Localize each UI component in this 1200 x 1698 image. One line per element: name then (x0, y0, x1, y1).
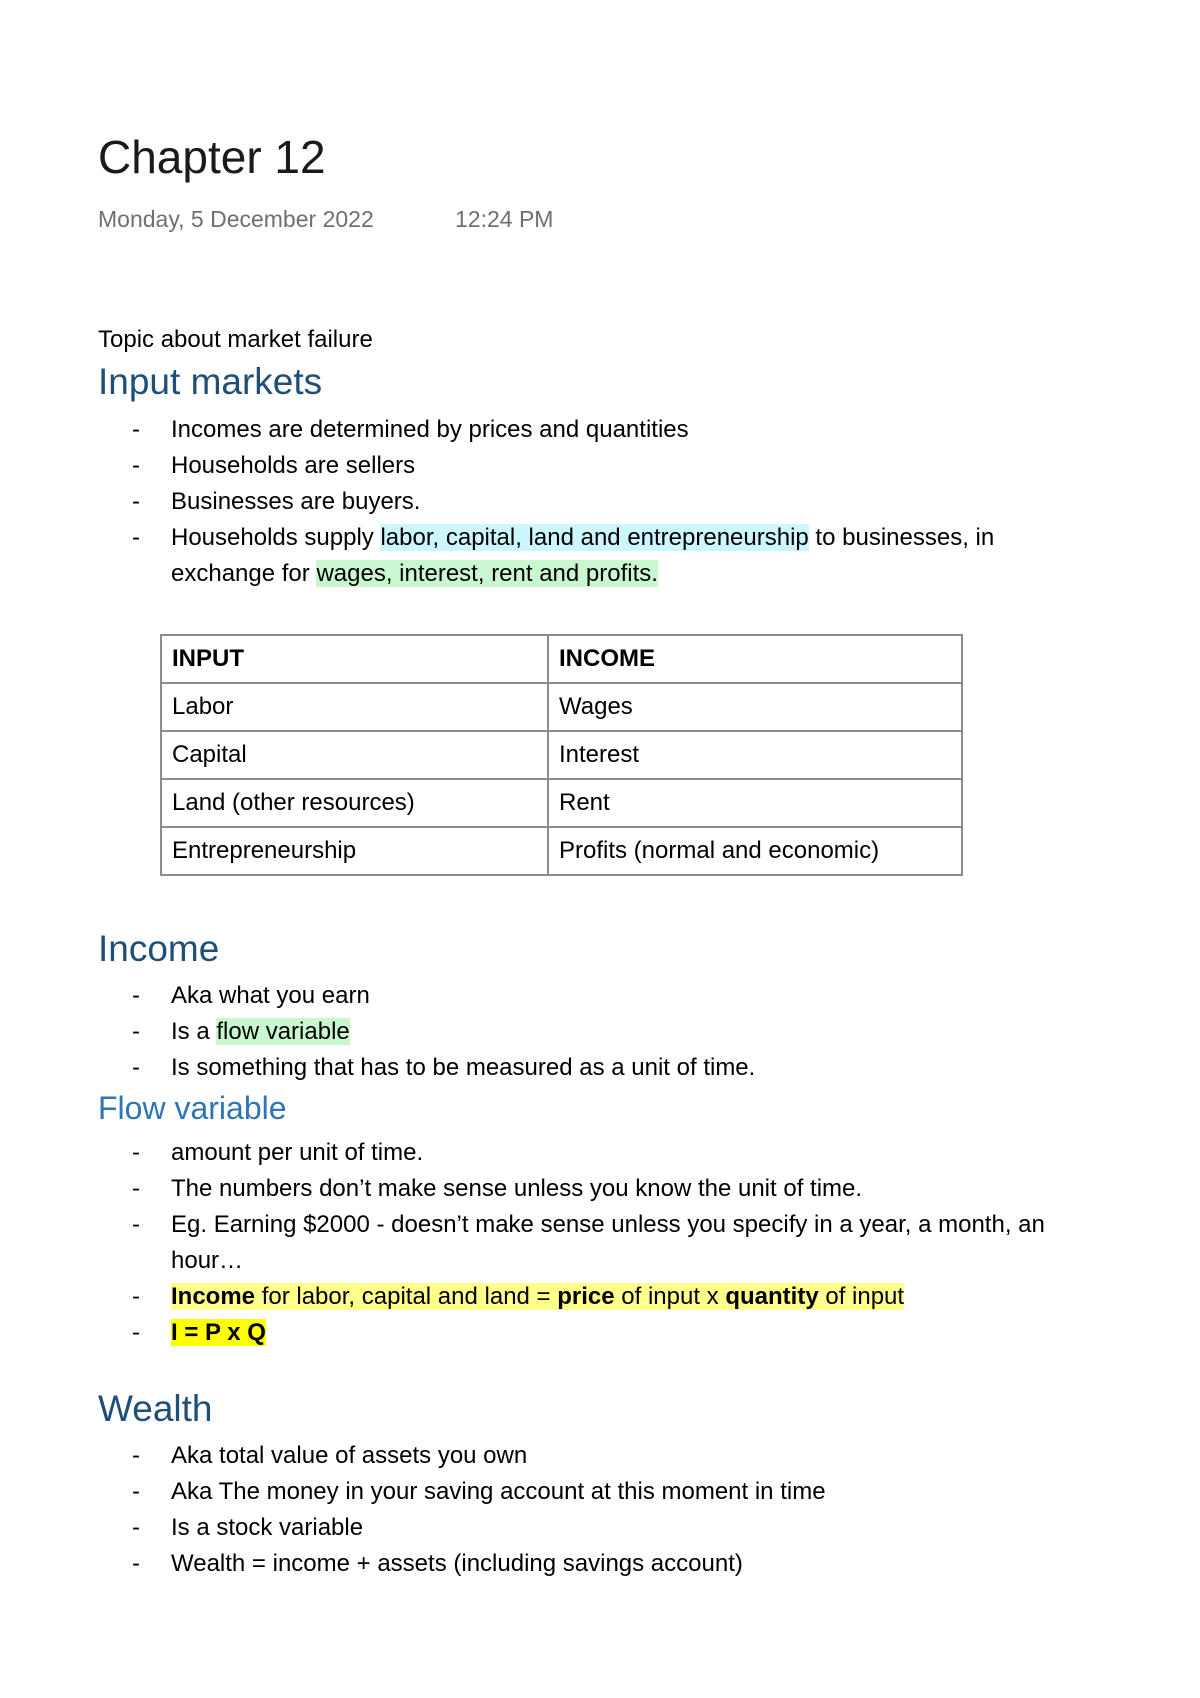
list-item: - Aka total value of assets you own (132, 1442, 528, 1469)
flow-variable-list (0, 1135, 1151, 1351)
table-row (161, 683, 962, 731)
page-time: 12:24 PM (455, 206, 554, 232)
list-item: - Is a stock variable (132, 1514, 364, 1541)
list-item: - The numbers don’t make sense unless you know the unit of time. (132, 1175, 863, 1202)
list-item: - Income for labor, capital and land = price of input x quantity of input (132, 1283, 905, 1310)
list-item: - amount per unit of time. (132, 1139, 424, 1166)
list-item: - Is something that has to be measured as a unit of time. (132, 1054, 756, 1081)
table-row (161, 779, 962, 827)
page-date: Monday, 5 December 2022 (98, 206, 374, 232)
table-cell: Capital (161, 731, 548, 779)
heading-wealth: Wealth (98, 1388, 213, 1429)
table-cell: Wages (548, 683, 962, 731)
heading-flow-variable: Flow variable (98, 1090, 287, 1126)
heading-income: Income (98, 928, 220, 969)
highlight-inputs: labor, capital, land and entrepreneurship (380, 524, 809, 551)
table-cell: Labor (161, 683, 548, 731)
list-item: - Incomes are determined by prices and quantities (132, 416, 689, 443)
table-cell: Land (other resources) (161, 779, 548, 827)
income-list (0, 978, 1151, 1086)
page-title: Chapter 12 (98, 131, 326, 183)
highlight-incomes: wages, interest, rent and profits. (316, 560, 658, 587)
list-item: - Businesses are buyers. (132, 488, 421, 515)
table-cell: Interest (548, 731, 962, 779)
highlight-flow-variable: flow variable (216, 1018, 350, 1045)
input-income-table (160, 634, 963, 876)
list-item: - Aka The money in your saving account at this moment in time (132, 1478, 826, 1505)
table-cell: Rent (548, 779, 962, 827)
heading-input-markets: Input markets (98, 361, 323, 402)
wealth-list (0, 1438, 1151, 1582)
table-row (161, 731, 962, 779)
list-item: - Wealth = income + assets (including savings account) (132, 1550, 743, 1577)
list-item: - Households are sellers (132, 452, 416, 479)
table-cell: Entrepreneurship (161, 827, 548, 875)
highlight-formula: I = P x Q (171, 1319, 266, 1346)
list-item: - I = P x Q (132, 1319, 266, 1346)
intro-text: Topic about market failure (98, 326, 373, 353)
highlight-income-formula: Income for labor, capital and land = price of input x quantity of input (171, 1283, 905, 1310)
list-item: - Eg. Earning $2000 - doesn’t make sense unless you specify in a year, a month, an hour… (132, 1211, 1045, 1274)
table-row (161, 827, 962, 875)
table-header: INCOME (548, 635, 962, 683)
list-item: - Households supply labor, capital, land and entrepreneurship to businesses, in exchange for wages, interest, rent and profits. (132, 524, 995, 587)
list-item: - Is a flow variable (132, 1018, 350, 1045)
table-header-row (161, 635, 962, 683)
table-header: INPUT (161, 635, 548, 683)
input-markets-list (0, 412, 1151, 592)
list-item: - Aka what you earn (132, 982, 370, 1009)
table-cell: Profits (normal and economic) (548, 827, 962, 875)
